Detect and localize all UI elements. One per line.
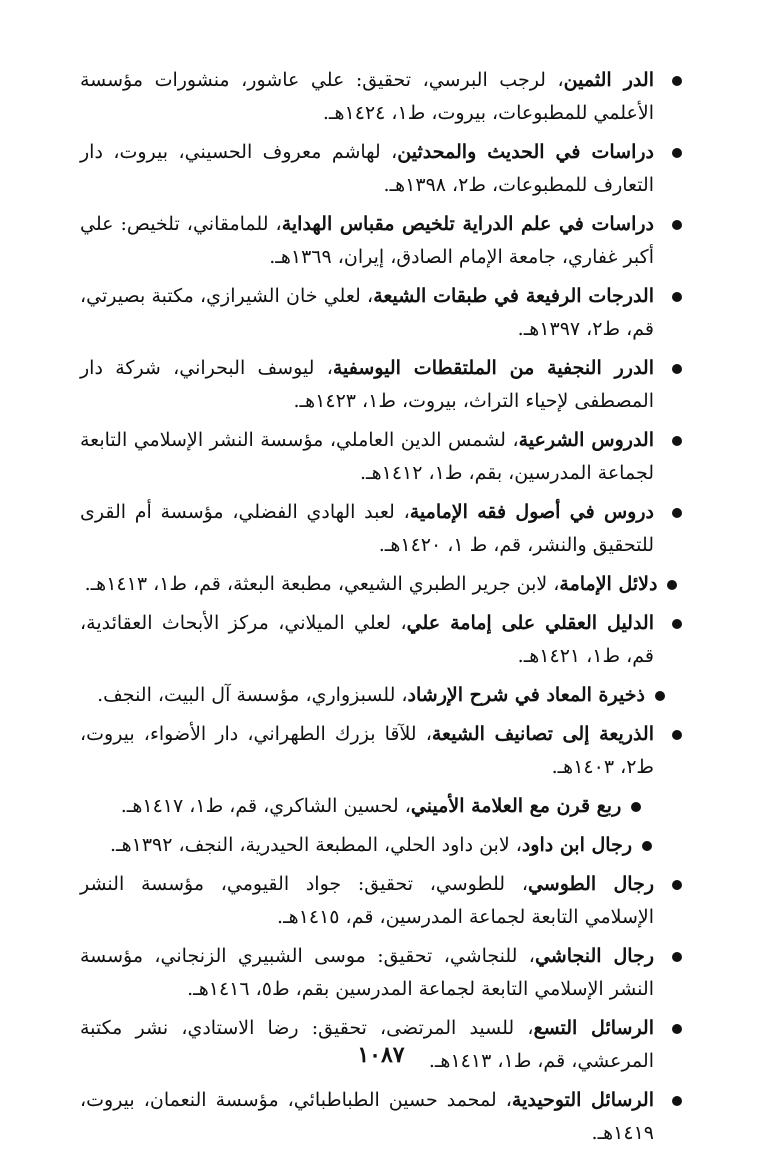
entry-title: ذخيرة المعاد في شرح الإرشاد [407, 684, 645, 706]
bullet-icon [667, 580, 677, 590]
entry-title: ربع قرن مع العلامة الأميني [410, 795, 622, 817]
bibliography-entry [80, 352, 682, 418]
bullet-icon [672, 1024, 682, 1034]
bibliography-entry [80, 607, 682, 673]
bullet-icon [642, 841, 652, 851]
bibliography-entry [80, 424, 682, 490]
entry-details: ، لعلي خان الشيرازي، مكتبة بصيرتي، قم، ط٢، ١٣٩٧هـ. [80, 285, 654, 340]
bibliography-entry [80, 790, 682, 823]
entry-title: دراسات في الحديث والمحدثين [397, 141, 654, 163]
entry-details: ، لرجب البرسي، تحقيق: علي عاشور، منشورات مؤسسة الأعلمي للمطبوعات، بيروت، ط١، ١٤٢٤هـ. [80, 69, 654, 124]
bibliography-entry [80, 280, 682, 346]
bullet-icon [672, 220, 682, 230]
entry-details: ، للطوسي، تحقيق: جواد القيومي، مؤسسة النشر الإسلامي التابعة لجماعة المدرسين، قم، ١٤١٥هـ. [80, 873, 654, 928]
entry-title: الدليل العقلي على إمامة علي [406, 612, 655, 634]
bullet-icon [655, 691, 665, 701]
entry-title: الذريعة إلى تصانيف الشيعة [431, 723, 654, 745]
entry-title: رجال النجاشي [534, 945, 654, 967]
entry-details: ، لعبد الهادي الفضلي، مؤسسة أم القرى للتحقيق والنشر، قم، ط ١، ١٤٢٠هـ. [80, 501, 654, 556]
entry-title: رجال الطوسي [527, 873, 654, 895]
page-number: ١٠٨٧ [357, 1042, 405, 1068]
entry-title: الدرجات الرفيعة في طبقات الشيعة [373, 285, 654, 307]
entry-title: رجال ابن داود [521, 834, 632, 856]
entry-title: الدرر النجفية من الملتقطات اليوسفية [332, 357, 654, 379]
bullet-icon [672, 952, 682, 962]
bibliography-entry [80, 679, 682, 712]
entry-details: ، لعلي الميلاني، مركز الأبحاث العقائدية، قم، ط١، ١٤٢١هـ. [80, 612, 654, 667]
bullet-icon [672, 76, 682, 86]
entry-details: ، لهاشم معروف الحسيني، بيروت، دار التعارف للمطبوعات، ط٢، ١٣٩٨هـ. [80, 141, 654, 196]
entry-details: ، للمامقاني، تلخيص: علي أكبر غفاري، جامعة الإمام الصادق، إيران، ١٣٦٩هـ. [80, 213, 654, 268]
bullet-icon [672, 730, 682, 740]
bullet-icon [631, 802, 641, 812]
entry-title: الرسائل التوحيدية [511, 1089, 654, 1111]
entry-title: الدروس الشرعية [518, 429, 654, 451]
entry-title: دراسات في علم الدراية تلخيص مقباس الهداية [281, 213, 654, 235]
bullet-icon [672, 619, 682, 629]
bibliography-entry [80, 940, 682, 1006]
bullet-icon [672, 148, 682, 158]
bullet-icon [672, 1096, 682, 1106]
bullet-icon [672, 436, 682, 446]
entry-title: دلائل الإمامة [559, 573, 658, 595]
entry-details: ، لشمس الدين العاملي، مؤسسة النشر الإسلامي التابعة لجماعة المدرسين، بقم، ط١، ١٤١٢هـ. [80, 429, 654, 484]
entry-details: ، للآقا بزرك الطهراني، دار الأضواء، بيروت، ط٢، ١٤٠٣هـ. [80, 723, 654, 778]
bibliography-entry [80, 868, 682, 934]
entry-title: الرسائل التسع [533, 1017, 654, 1039]
entry-details: ، ليوسف البحراني، شركة دار المصطفى لإحياء التراث، بيروت، ط١، ١٤٢٣هـ. [80, 357, 654, 412]
bibliography-entry [80, 64, 682, 130]
bibliography-entry [80, 136, 682, 202]
bullet-icon [672, 292, 682, 302]
bibliography-entry [80, 568, 682, 601]
bibliography-entry [80, 208, 682, 274]
entry-details: ، للسبزواري، مؤسسة آل البيت، النجف. [97, 684, 408, 706]
entry-details: ، لابن داود الحلي، المطبعة الحيدرية، النجف، ١٣٩٢هـ. [109, 834, 522, 856]
entry-title: دروس في أصول فقه الإمامية [409, 501, 654, 523]
bullet-icon [672, 364, 682, 374]
entry-details: ، للسيد المرتضى، تحقيق: رضا الاستادي، نشر مكتبة المرعشي، قم، ط١، ١٤١٣هـ. [80, 1017, 654, 1072]
entry-details: ، لحسين الشاكري، قم، ط١، ١٤١٧هـ. [120, 795, 411, 817]
entry-details: ، لمحمد حسين الطباطبائي، مؤسسة النعمان، بيروت، ١٤١٩هـ. [80, 1089, 654, 1144]
bibliography-entry [80, 1084, 682, 1150]
bibliography-list [80, 64, 682, 1150]
entry-details: ، للنجاشي، تحقيق: موسى الشبيري الزنجاني، مؤسسة النشر الإسلامي التابعة لجماعة المدرسين بقم، ط٥، ١٤١٦هـ. [80, 945, 654, 1000]
entry-details: ، لابن جرير الطبري الشيعي، مطبعة البعثة، قم، ط١، ١٤١٣هـ. [84, 573, 560, 595]
bibliography-entry [80, 496, 682, 562]
bullet-icon [672, 508, 682, 518]
bibliography-entry [80, 829, 682, 862]
entry-title: الدر الثمين [563, 69, 654, 91]
bibliography-entry [80, 718, 682, 784]
bullet-icon [672, 880, 682, 890]
